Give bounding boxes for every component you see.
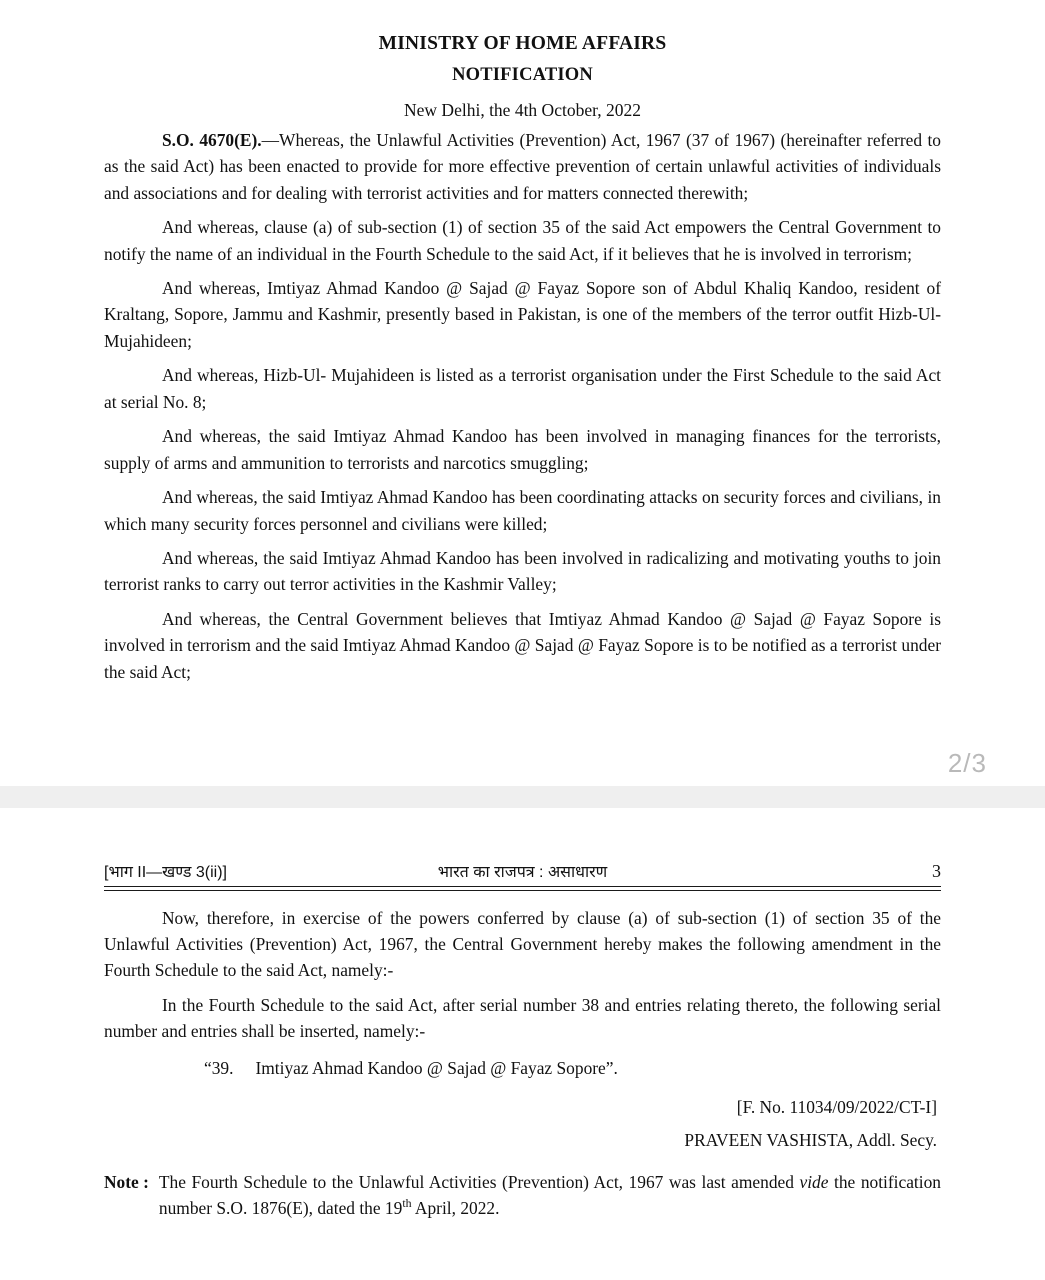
page-counter: 2/3 [947, 748, 987, 778]
paragraph-text: And whereas, the said Imtiyaz Ahmad Kandoo has been involved in managing finances for the terrorists, supply of arms and ammunition to terrorists and narcotics smuggling; [104, 426, 941, 473]
paragraph-so [104, 127, 941, 206]
running-head-page-number: 3 [931, 861, 941, 881]
running-head [104, 860, 941, 886]
note-part-one: The Fourth Schedule to the Unlawful Activities (Prevention) Act, 1967 was last amended [158, 1171, 800, 1192]
paragraph-text: And whereas, the said Imtiyaz Ahmad Kandoo has been coordinating attacks on security forces and civilians, in which many security forces personnel and civilians were killed; [104, 487, 941, 534]
paragraph-text: And whereas, Imtiyaz Ahmad Kandoo @ Sajad @ Fayaz Sopore son of Abdul Khaliq Kandoo, resident of Kraltang, Sopore, Jammu and Kashmir, presently based in Pakistan, is one of the members of the terror outfit Hizb-Ul- Mujahideen; [104, 277, 941, 351]
paragraph-text: And whereas, the said Imtiyaz Ahmad Kandoo has been involved in radicalizing and motivating youths to join terrorist ranks to carry out terror activities in the Kashmir Valley; [104, 548, 941, 595]
paragraph-text: —Whereas, the Unlawful Activities (Prevention) Act, 1967 (37 of 1967) (hereinafter referred to as the said Act) has been enacted to provide for more effective prevention of certain unlawful activities of individuals and associations and for dealing with terrorist activities and for matters connected therewith; [104, 129, 941, 203]
page-separator [0, 786, 1045, 808]
note-vide: vide [799, 1171, 829, 1192]
notification-page-two [0, 860, 1045, 1221]
place-and-date: New Delhi, the 4th October, 2022 [404, 99, 641, 120]
header-rule [104, 886, 941, 891]
note-part-two: the notification number S.O. 1876(E), dated the 19 [158, 1171, 941, 1218]
running-head-left: [भाग II—खण्ड 3(ii)] [104, 864, 227, 881]
file-number: [F. No. 11034/09/2022/CT-I] [736, 1096, 937, 1117]
paragraph-text: And whereas, Hizb-Ul- Mujahideen is listed as a terrorist organisation under the First Schedule to the said Act at serial No. 8; [104, 365, 941, 412]
note-label: Note : [104, 1171, 149, 1192]
running-head-center: भारत का राजपत्र : असाधारण [437, 864, 608, 881]
paragraph-text: Now, therefore, in exercise of the powers conferred by clause (a) of sub-section (1) of section 35 of the Unlawful Activities (Prevention) Act, 1967, the Central Government hereby makes the following amendment in the Fourth Schedule to the said Act, namely:- [104, 907, 941, 981]
inserted-entry-text: Imtiyaz Ahmad Kandoo @ Sajad @ Fayaz Sopore”. [255, 1057, 618, 1078]
inserted-entry [104, 1055, 941, 1081]
so-number: S.O. 4670(E). [162, 129, 262, 150]
paragraph-text: And whereas, clause (a) of sub-section (1) of section 35 of the said Act empowers the Central Government to notify the name of an individual in the Fourth Schedule to the said Act, if it believes that he is involved in terrorism; [104, 217, 941, 264]
note-superscript: th [402, 1196, 412, 1211]
notification-title: NOTIFICATION [452, 65, 593, 86]
note [104, 1169, 941, 1221]
paragraph-text: And whereas, the Central Government believes that Imtiyaz Ahmad Kandoo @ Sajad @ Fayaz Sopore is involved in terrorism and the said Imtiyaz Ahmad Kandoo @ Sajad @ Fayaz Sopore is to be notified as a terrorist under the said Act; [104, 608, 941, 682]
ministry-title: MINISTRY OF HOME AFFAIRS [378, 33, 667, 54]
signatory: PRAVEEN VASHISTA, Addl. Secy. [684, 1129, 937, 1150]
paragraph-text: In the Fourth Schedule to the said Act, after serial number 38 and entries relating thereto, the following serial number and entries shall be inserted, namely:- [104, 994, 941, 1042]
inserted-entry-serial: “39. [204, 1057, 234, 1078]
note-part-three: April, 2022. [411, 1197, 500, 1218]
note-text [159, 1169, 941, 1221]
